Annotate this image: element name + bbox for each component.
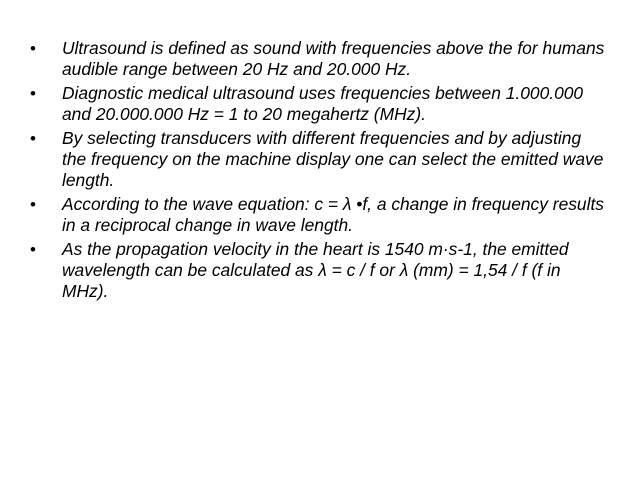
bullet-list <box>28 38 608 305</box>
bullet-text: By selecting transducers with different frequencies and by adjusting the frequency on the machine display one can select the emitted wave length. <box>62 128 604 190</box>
bullet-marker: • <box>30 84 36 103</box>
bullet-text: According to the wave equation: c = λ •f, a change in frequency results in a reciprocal change in wave length. <box>62 194 604 235</box>
bullet-item-propagation-velocity <box>28 239 608 302</box>
bullet-marker: • <box>30 240 36 259</box>
bullet-item-ultrasound-definition <box>28 38 608 80</box>
bullet-item-diagnostic-frequencies <box>28 83 608 125</box>
bullet-item-wave-equation <box>28 194 608 236</box>
bullet-marker: • <box>30 195 36 214</box>
bullet-item-transducer-selection <box>28 128 608 191</box>
bullet-marker: • <box>30 39 36 58</box>
bullet-text: As the propagation velocity in the heart is 1540 m·s-1, the emitted wavelength can be calculated as λ = c / f or λ (mm) = 1,54 / f (f in MHz). <box>62 239 569 301</box>
bullet-marker: • <box>30 129 36 148</box>
bullet-text: Ultrasound is defined as sound with frequencies above the for humans audible range between 20 Hz and 20.000 Hz. <box>62 38 605 79</box>
bullet-text: Diagnostic medical ultrasound uses frequencies between 1.000.000 and 20.000.000 Hz = 1 to 20 megahertz (MHz). <box>62 83 584 124</box>
